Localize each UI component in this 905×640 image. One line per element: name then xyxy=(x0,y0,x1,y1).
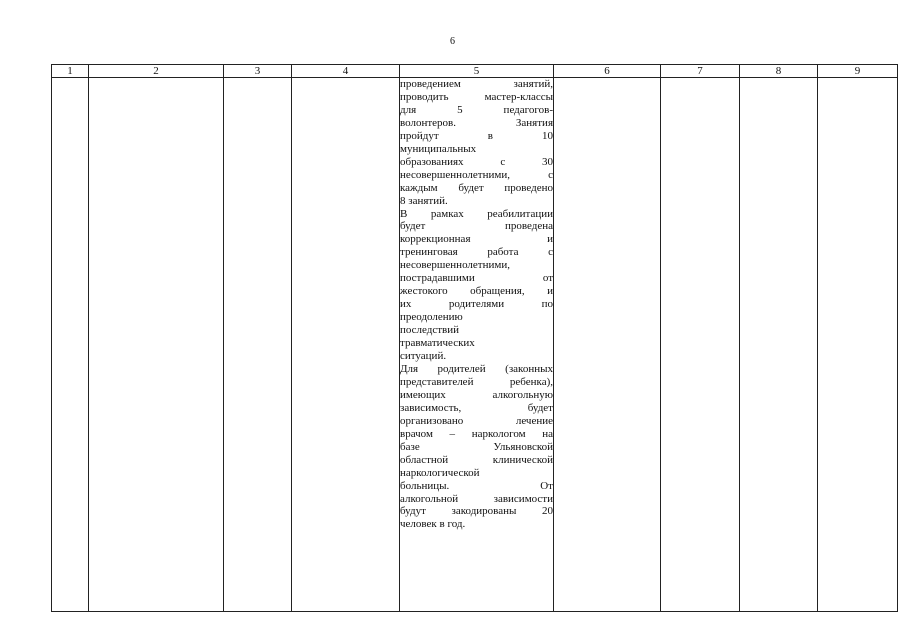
text-line: жестокого обращения, и xyxy=(400,285,553,298)
column-header-4: 4 xyxy=(292,65,400,78)
cell-col-1 xyxy=(52,78,89,612)
text-line: зависимость, будет xyxy=(400,401,553,414)
cell-col-2 xyxy=(89,78,224,612)
text-line: организовано лечение xyxy=(400,414,553,427)
cell-col-7 xyxy=(661,78,740,612)
cell-col-5 xyxy=(400,78,554,612)
text-line: В рамках реабилитации xyxy=(400,207,553,220)
text-line: проведением занятий, xyxy=(400,78,553,90)
text-line: Для родителей (законных xyxy=(400,362,553,375)
column-header-5: 5 xyxy=(400,65,554,78)
cell-col-4 xyxy=(292,78,400,612)
text-line: муниципальных xyxy=(400,142,477,155)
text-line: базе Ульяновской xyxy=(400,440,553,453)
cell-col-6 xyxy=(554,78,661,612)
text-line: наркологической xyxy=(400,466,480,479)
table-row xyxy=(52,78,898,612)
text-line: каждым будет проведено xyxy=(400,181,553,194)
column-header-7: 7 xyxy=(661,65,740,78)
cell-col-9 xyxy=(818,78,898,612)
column-header-1: 1 xyxy=(52,65,89,78)
column-header-3: 3 xyxy=(224,65,292,78)
text-line: для 5 педагогов- xyxy=(400,103,553,116)
text-line: представителей ребенка), xyxy=(400,375,553,388)
text-line: травматических xyxy=(400,337,475,350)
text-line: человек в год. xyxy=(400,518,466,531)
text-line: последствий xyxy=(400,324,460,337)
cell-col-8 xyxy=(740,78,818,612)
text-line: 8 занятий. xyxy=(400,194,448,207)
text-line: пройдут в 10 xyxy=(400,129,553,142)
column-header-8: 8 xyxy=(740,65,818,78)
column-header-2: 2 xyxy=(89,65,224,78)
text-line: врачом – наркологом на xyxy=(400,427,553,440)
text-line: тренинговая работа с xyxy=(400,246,553,259)
page-number: 6 xyxy=(450,36,455,47)
text-line: образованиях с 30 xyxy=(400,155,553,168)
text-line: ситуаций. xyxy=(400,350,447,363)
text-line: коррекционная и xyxy=(400,233,553,246)
text-line: пострадавшими от xyxy=(400,272,553,285)
text-line: имеющих алкогольную xyxy=(400,388,553,401)
col5-description-text xyxy=(400,78,553,531)
text-line: областной клинической xyxy=(400,453,553,466)
text-line: проводить мастер-классы xyxy=(400,90,553,103)
text-line: преодолению xyxy=(400,311,463,324)
text-line: алкогольной зависимости xyxy=(400,492,553,505)
text-line: их родителями по xyxy=(400,298,553,311)
column-header-9: 9 xyxy=(818,65,898,78)
cell-col-3 xyxy=(224,78,292,612)
document-table xyxy=(51,64,898,612)
text-line: будут закодированы 20 xyxy=(400,505,553,518)
text-line: несовершеннолетними, xyxy=(400,259,510,272)
text-line: волонтеров. Занятия xyxy=(400,116,553,129)
column-header-6: 6 xyxy=(554,65,661,78)
header-row xyxy=(52,65,898,78)
text-line: больницы. От xyxy=(400,479,553,492)
text-line: будет проведена xyxy=(400,220,553,233)
text-line: несовершеннолетними, с xyxy=(400,168,553,181)
